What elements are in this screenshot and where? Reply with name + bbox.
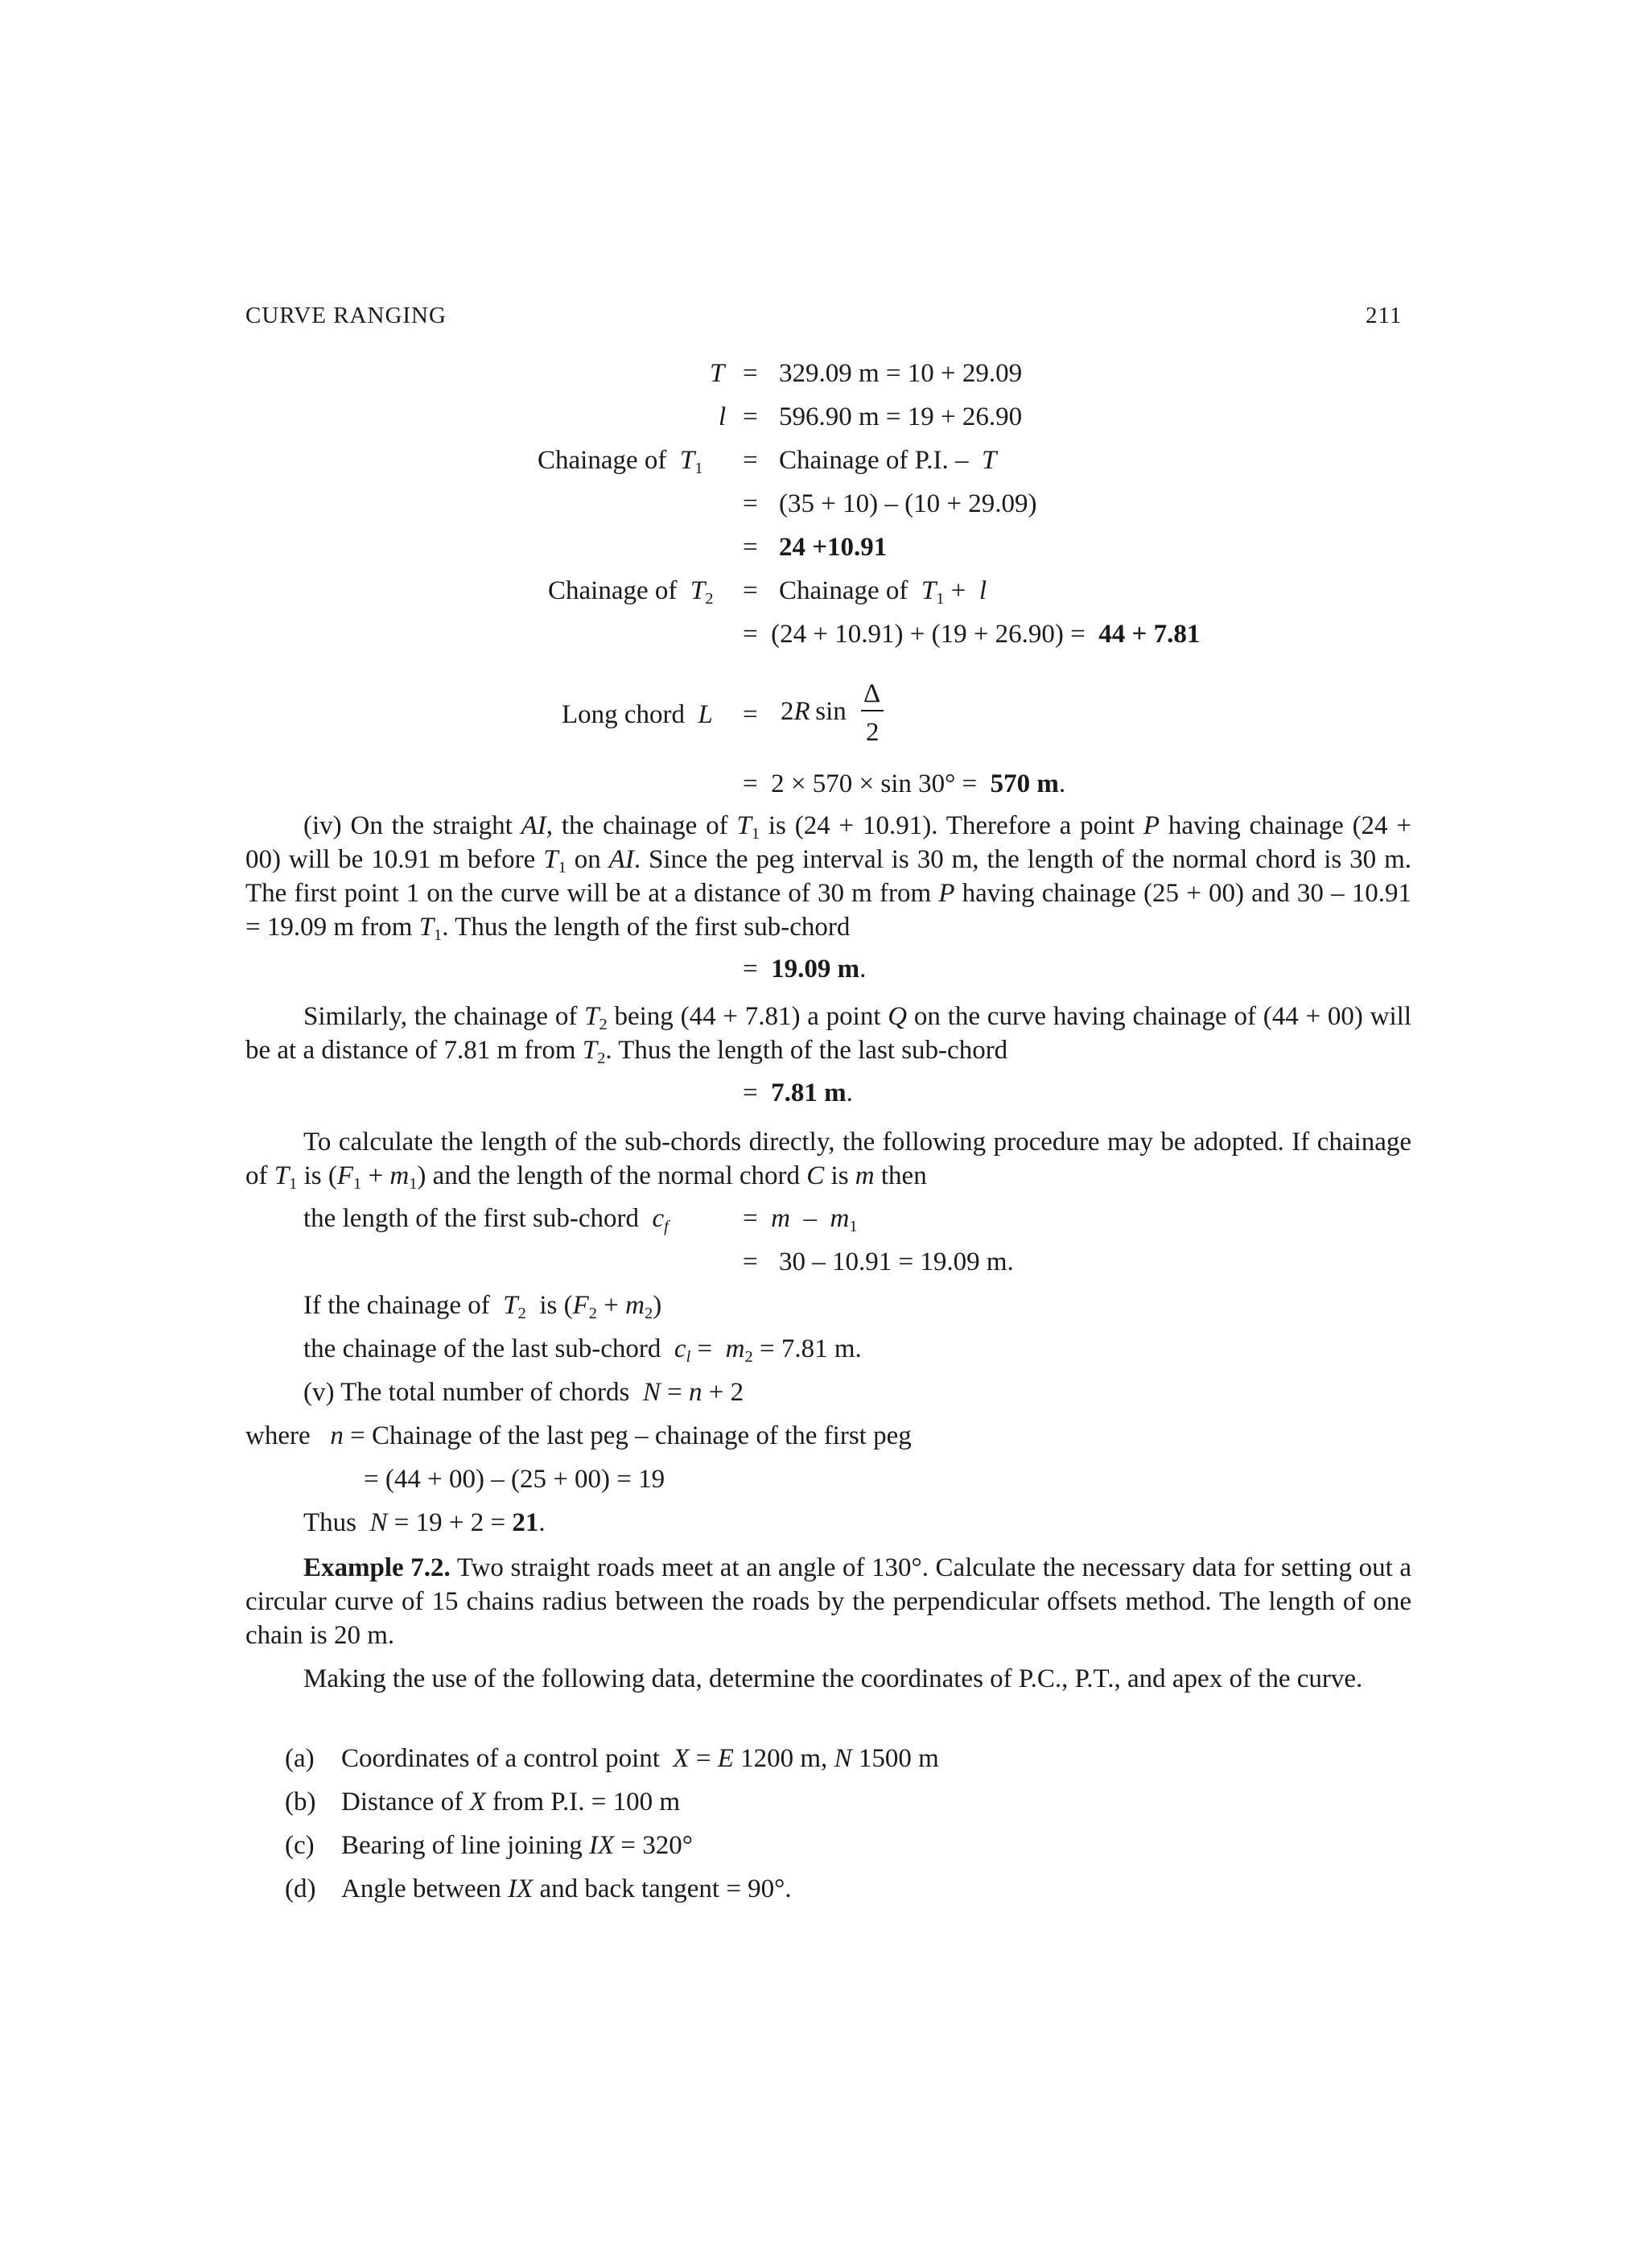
list-item: (d) Angle between IX and back tangent = 90°. (285, 1874, 792, 1903)
line-text: the length of the first sub-chord $c_f$ (303, 1204, 669, 1236)
eq-lhs: T (710, 359, 725, 388)
eq-result: 24 +10.91 (779, 533, 888, 562)
eq-rhs: 329.09 m = 10 + 29.09 (779, 359, 1023, 388)
eq-label: Chainage of $T_1$ (538, 446, 703, 478)
example-7-2: Example 7.2. Two straight roads meet at an angle of 130°. Calculate the necessary data for setting out a circular curve of 15 chains radius between the roads by the perpendicular offsets method. The length of one chain is 20 m. (245, 1553, 1411, 1650)
equation-line: = (44 + 00) – (25 + 00) = 19 (364, 1465, 665, 1494)
eq-sign: = (743, 446, 758, 475)
eq-label: Chainage of $T_2$ (548, 576, 714, 608)
paragraph-similarly: Similarly, the chainage of $T_2$ being (44 + 7.81) a point Q on the curve having chainage of (44 + 00) will be at a distance of 7.81 m from $T_2$. Thus the length of the last sub-chord (245, 1002, 1412, 1068)
eq-rhs: Chainage of $T_1 + l$ (779, 576, 987, 608)
list-item: (c) Bearing of line joining IX = 320° (285, 1831, 693, 1860)
eq-sign: = (743, 489, 758, 518)
eq-lhs: l (719, 402, 727, 431)
eq-sign: = (743, 1247, 758, 1276)
eq-sign: = (743, 359, 758, 388)
eq-sign: = (743, 402, 758, 431)
eq-rhs: = 2 × 570 × sin 30° = 570 m. (743, 769, 1066, 798)
running-header: CURVE RANGING (245, 303, 447, 328)
eq-rhs: 30 – 10.91 = 19.09 m. (779, 1247, 1014, 1276)
eq-label: Long chord L (562, 700, 713, 729)
list-item: (b) Distance of X from P.I. = 100 m (285, 1788, 680, 1816)
paragraph-to-calculate: To calculate the length of the sub-chords directly, the following procedure may be adopted. If chainage of $T_1$ is $(F_1 + m_1)$ and the length of the normal chord C is m then (245, 1128, 1411, 1194)
paragraph-making: Making the use of the following data, determine the coordinates of P.C., P.T., and apex of the curve. (303, 1664, 1363, 1693)
fraction-numerator: Δ (863, 679, 881, 708)
thus-line: Thus N = 19 + 2 = 21. (303, 1508, 546, 1537)
where-line: where n = Chainage of the last peg – chainage of the first peg (245, 1421, 912, 1450)
eq-sign: = (743, 576, 758, 605)
page-number: 211 (1366, 303, 1403, 328)
last-sub-chord-line: the chainage of the last sub-chord $c_l = m_2 = 7.81$ m. (303, 1334, 862, 1367)
eq-rhs: = (24 + 10.91) + (19 + 26.90) = 44 + 7.81 (743, 620, 1201, 649)
if-chainage-t2-line: If the chainage of $T_2$ is $(F_2 + m_2)$ (303, 1291, 662, 1323)
eq-sign: = (743, 700, 758, 729)
eq-rhs: = 19.09 m. (743, 955, 867, 983)
eq-rhs: = m – $m_1$ (743, 1204, 858, 1236)
eq-rhs: 2R sin (781, 697, 847, 726)
list-item: (a) Coordinates of a control point X = E 1200 m, N 1500 m (285, 1744, 939, 1773)
fraction-denominator: 2 (866, 718, 880, 747)
eq-rhs: = 7.81 m. (743, 1078, 853, 1107)
paragraph-iv: (iv) On the straight AI, the chainage of $T_1$ is (24 + 10.91). Therefore a point P having chainage (24 + 00) will be 10.91 m before $T_1$ on AI. Since the peg interval is 30 m, the length of the normal chord is 30 m. The first point 1 on the curve will be at a distance of 30 m from P having chainage (25 + 00) and 30 – 10.91 = 19.09 m from $T_1$. Thus the length of the first sub-chord (245, 811, 1412, 945)
fraction-bar (861, 710, 884, 711)
eq-rhs: Chainage of P.I. – T (779, 446, 997, 475)
example-heading: Example 7.2. (303, 1553, 451, 1582)
total-chords-line: (v) The total number of chords N = n + 2 (303, 1378, 744, 1407)
eq-sign: = (743, 533, 758, 562)
eq-rhs: 596.90 m = 19 + 26.90 (779, 402, 1023, 431)
eq-rhs: (35 + 10) – (10 + 29.09) (779, 489, 1037, 518)
